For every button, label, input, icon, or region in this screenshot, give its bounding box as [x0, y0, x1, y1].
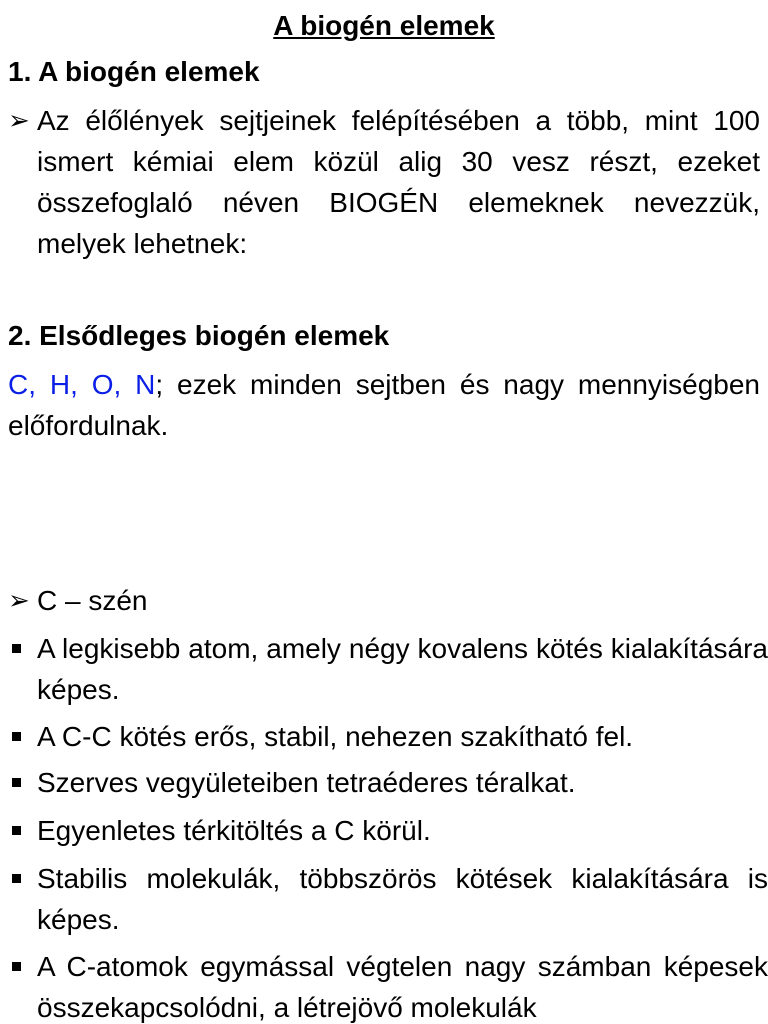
square-bullet-icon — [12, 962, 21, 971]
arrow-bullet-icon: ➢ — [8, 105, 30, 135]
square-bullet-icon — [12, 644, 21, 653]
list-item-text: A C-C kötés erős, stabil, nehezen szakítható fel. — [37, 721, 634, 752]
list-item-text: A C-atomok egymással végtelen nagy számban képesek összekapcsolódni, a létrejövő molekulák — [37, 951, 768, 1023]
list-item-text: A legkisebb atom, amely négy kovalens kötés kialakítására képes. — [37, 633, 768, 705]
list-item-text: Egyenletes térkitöltés a C körül. — [37, 815, 431, 846]
square-bullet-icon — [12, 826, 21, 835]
list-item-text: Stabilis molekulák, többszörös kötések kialakítására is képes. — [37, 863, 768, 935]
page-title — [0, 6, 768, 46]
page-title-text: A biogén elemek — [273, 10, 495, 41]
list-item-text: Szerves vegyületeiben tetraéderes téralkat. — [37, 767, 576, 798]
arrow-bullet-icon: ➢ — [8, 585, 30, 615]
section-2-heading: 2. Elsődleges biogén elemek — [8, 320, 390, 351]
square-bullet-icon — [12, 732, 21, 741]
section-2-paragraph — [8, 364, 760, 446]
square-bullet-icon — [12, 874, 21, 883]
section-1-text: Az élőlények sejtjeinek felépítésében a több, mint 100 ismert kémiai elem közül alig 30 vesz részt, ezeket összefoglaló néven BIOGÉN elemeknek nevezzük, melyek lehetnek: — [37, 105, 760, 259]
square-bullet-icon — [12, 778, 21, 787]
section-1-heading: 1. A biogén elemek — [8, 56, 260, 87]
section-1-paragraph — [8, 100, 760, 264]
carbon-label: C – szén — [37, 585, 148, 616]
primary-elements: C, H, O, N — [8, 369, 156, 400]
carbon-label-item — [8, 580, 760, 621]
section-2-text: ; ezek minden sejtben és nagy mennyiségben előfordulnak. — [8, 369, 760, 441]
